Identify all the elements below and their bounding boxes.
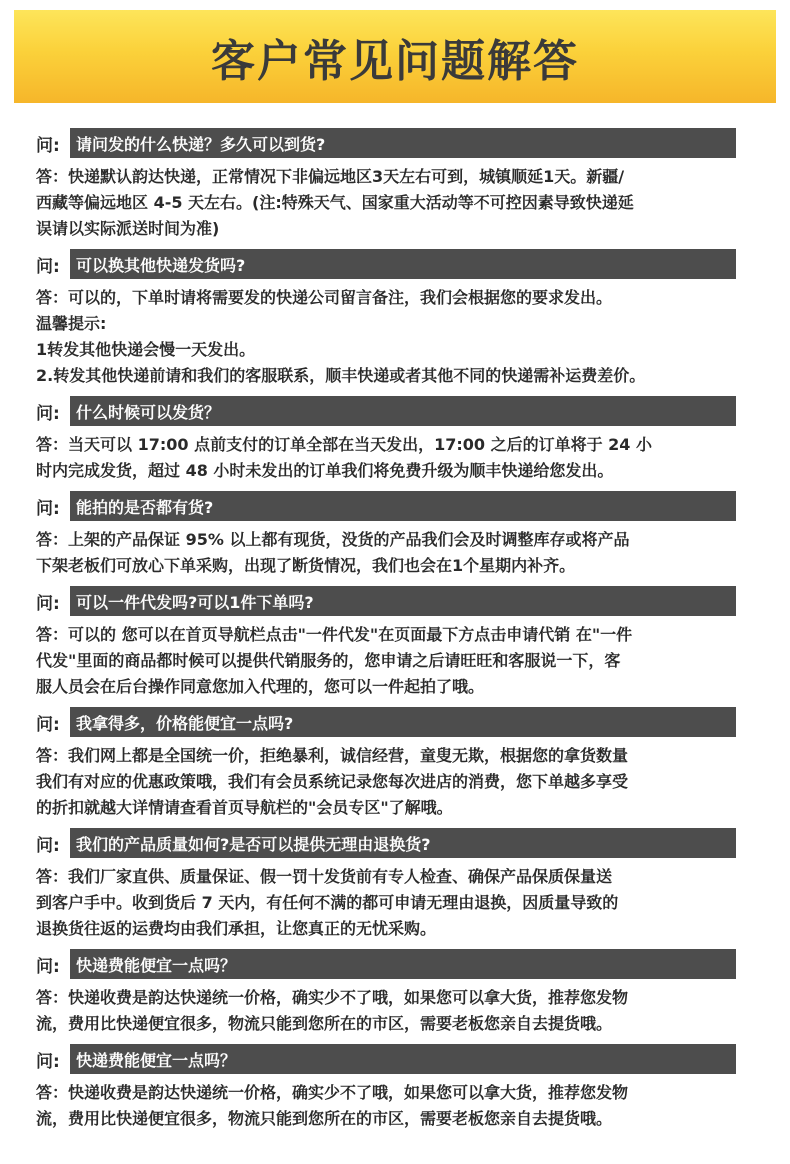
question-prefix: 问:: [36, 956, 60, 977]
answer-line: 答：可以的 您可以在首页导航栏点击"一件代发"在页面最下方点击申请代销 在"一件: [36, 625, 633, 644]
answer-line: 答：当天可以 17:00 点前支付的订单全部在当天发出，17:00 之后的订单将于 24 小: [36, 435, 652, 454]
answer-line: 答：可以的，下单时请将需要发的快递公司留言备注，我们会根据您的要求发出。: [36, 288, 613, 307]
answer-line: 答：快递收费是韵达快递统一价格，确实少不了哦，如果您可以拿大货，推荐您发物: [36, 1083, 629, 1102]
answer-block: [36, 164, 736, 242]
question-row: [36, 1044, 736, 1074]
answer-line: 流，费用比快递便宜很多，物流只能到您所在的市区，需要老板您亲自去提货哦。: [36, 1014, 613, 1033]
answer-block: [36, 985, 736, 1037]
question-text: 能拍的是否都有货?: [70, 491, 736, 521]
answer-block: [36, 743, 736, 821]
answer-line: 西藏等偏远地区 4-5 天左右。(注:特殊天气、国家重大活动等不可控因素导致快递延: [36, 193, 634, 212]
question-text: 可以换其他快递发货吗?: [70, 249, 736, 279]
question-row: [36, 828, 736, 858]
answer-line: 时内完成发货，超过 48 小时未发出的订单我们将免费升级为顺丰快递给您发出。: [36, 461, 614, 480]
faq-item: [36, 586, 736, 700]
question-text: 我们的产品质量如何?是否可以提供无理由退换货?: [70, 828, 736, 858]
answer-line: 答：上架的产品保证 95% 以上都有现货，没货的产品我们会及时调整库存或将产品: [36, 530, 630, 549]
answer-line: 2.转发其他快递前请和我们的客服联系，顺丰快递或者其他不同的快递需补运费差价。: [36, 366, 646, 385]
answer-line: 的折扣就越大详情请查看首页导航栏的"会员专区"了解哦。: [36, 798, 453, 817]
question-text: 快递费能便宜一点吗？: [70, 949, 736, 979]
question-text: 请问发的什么快递？多久可以到货?: [70, 128, 736, 158]
faq-item: [36, 128, 736, 242]
faq-item: [36, 707, 736, 821]
answer-line: 答：快递收费是韵达快递统一价格，确实少不了哦，如果您可以拿大货，推荐您发物: [36, 988, 629, 1007]
answer-line: 1转发其他快递会慢一天发出。: [36, 340, 256, 359]
question-prefix: 问:: [36, 835, 60, 856]
answer-line: 代发"里面的商品都时候可以提供代销服务的，您申请之后请旺旺和客服说一下，客: [36, 651, 621, 670]
answer-line: 下架老板们可放心下单采购，出现了断货情况，我们也会在1个星期内补齐。: [36, 556, 576, 575]
question-row: [36, 949, 736, 979]
question-prefix: 问:: [36, 403, 60, 424]
question-row: [36, 491, 736, 521]
answer-line: 误请以实际派送时间为准): [36, 219, 220, 238]
answer-line: 答：我们厂家直供、质量保证、假一罚十发货前有专人检查、确保产品保质保量送: [36, 867, 613, 886]
question-row: [36, 707, 736, 737]
faq-item: [36, 1044, 736, 1132]
answer-line: 服人员会在后台操作同意您加入代理的，您可以一件起拍了哦。: [36, 677, 485, 696]
question-prefix: 问:: [36, 593, 60, 614]
question-text: 我拿得多，价格能便宜一点吗?: [70, 707, 736, 737]
answer-block: [36, 527, 736, 579]
page-title: 客户常见问题解答: [211, 35, 579, 87]
answer-block: [36, 864, 736, 942]
question-text: 什么时候可以发货？: [70, 396, 736, 426]
question-prefix: 问:: [36, 256, 60, 277]
question-prefix: 问:: [36, 714, 60, 735]
question-prefix: 问:: [36, 498, 60, 519]
answer-block: [36, 285, 736, 389]
question-row: [36, 249, 736, 279]
header-banner: [14, 10, 776, 103]
faq-item: [36, 828, 736, 942]
answer-block: [36, 1080, 736, 1132]
faq-item: [36, 949, 736, 1037]
question-row: [36, 396, 736, 426]
faq-item: [36, 396, 736, 484]
answer-line: 退换货往返的运费均由我们承担，让您真正的无忧采购。: [36, 919, 437, 938]
answer-line: 流，费用比快递便宜很多，物流只能到您所在的市区，需要老板您亲自去提货哦。: [36, 1109, 613, 1128]
answer-block: [36, 432, 736, 484]
answer-block: [36, 622, 736, 700]
question-prefix: 问:: [36, 1051, 60, 1072]
answer-line: 答：我们网上都是全国统一价，拒绝暴利，诚信经营，童叟无欺，根据您的拿货数量: [36, 746, 629, 765]
question-text: 快递费能便宜一点吗？: [70, 1044, 736, 1074]
question-prefix: 问:: [36, 135, 60, 156]
answer-line: 到客户手中。收到货后 7 天内，有任何不满的都可申请无理由退换，因质量导致的: [36, 893, 619, 912]
faq-list: [36, 128, 736, 1139]
answer-line: 我们有对应的优惠政策哦，我们有会员系统记录您每次进店的消费，您下单越多享受: [36, 772, 629, 791]
faq-item: [36, 249, 736, 389]
faq-item: [36, 491, 736, 579]
question-text: 可以一件代发吗?可以1件下单吗?: [70, 586, 736, 616]
answer-line: 温馨提示:: [36, 314, 107, 333]
question-row: [36, 128, 736, 158]
question-row: [36, 586, 736, 616]
answer-line: 答：快递默认韵达快递，正常情况下非偏远地区3天左右可到，城镇顺延1天。新疆/: [36, 167, 625, 186]
